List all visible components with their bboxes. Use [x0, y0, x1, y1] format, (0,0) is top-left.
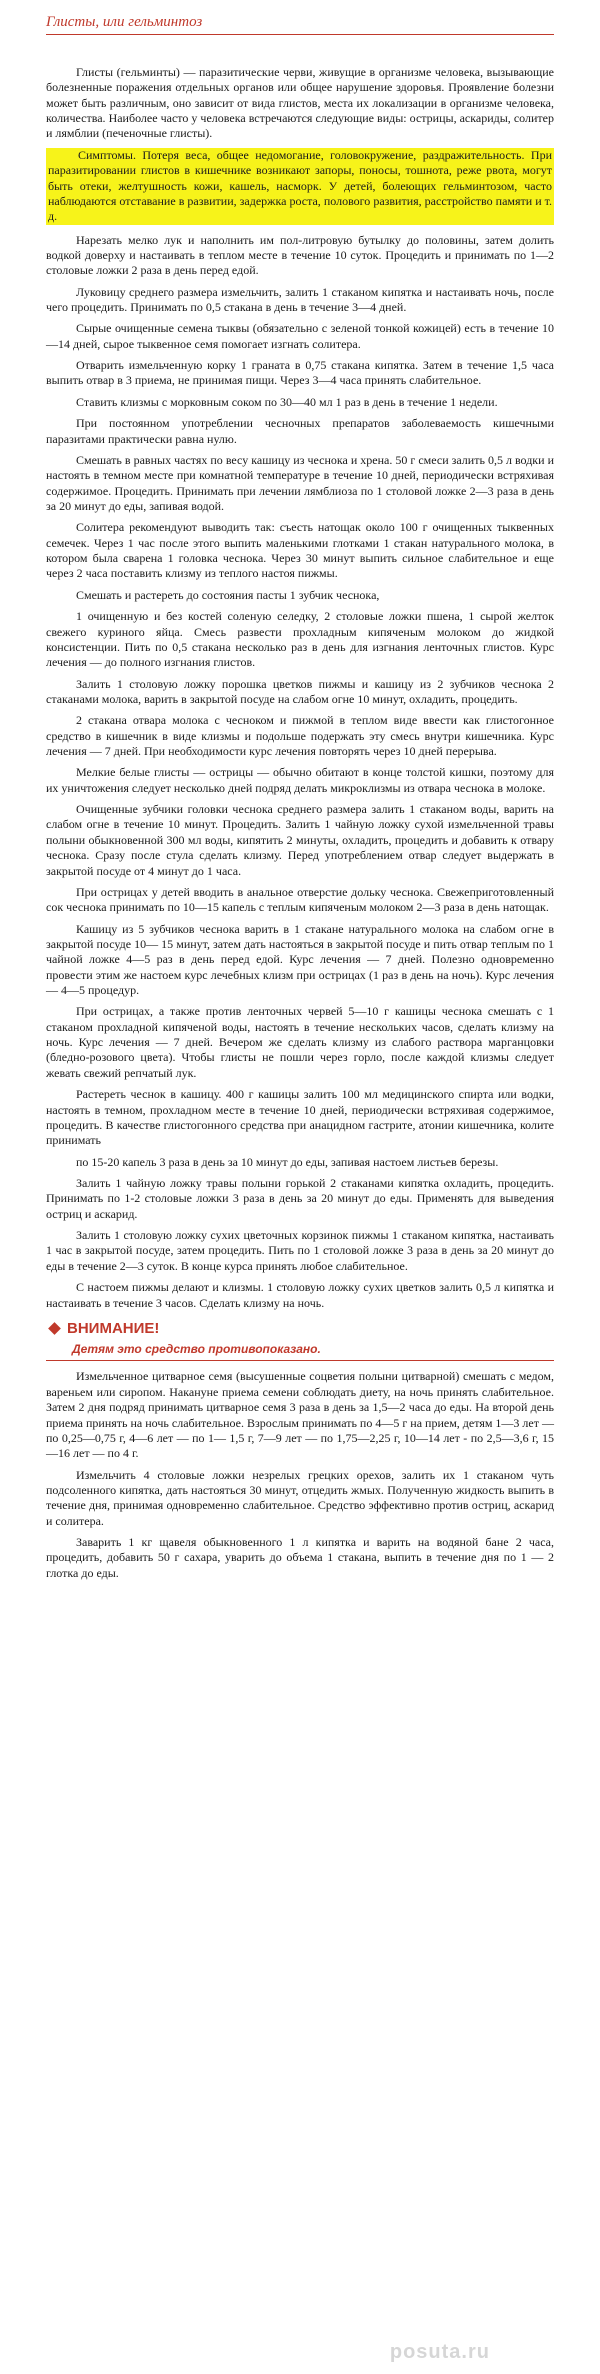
watermark: posuta.ru	[389, 2341, 490, 2363]
remedy-paragraph: Измельчить 4 столовые ложки незрелых грецких орехов, залить их 1 стаканом чуть подсоленного кипятка, дать настояться 30 минут, отцедить жмых. Полученную жидкость выпить в течение дня, принимая одновременно слабительное. Средство эффективно против остриц, аскарид и солитера.	[46, 1467, 554, 1528]
remedy-paragraph: Ставить клизмы с морковным соком по 30—40 мл 1 раз в день в течение 1 недели.	[76, 394, 498, 409]
remedy-paragraph: Залить 1 столовую ложку порошка цветков пижмы и кашицу из 2 зубчиков чеснока 2 стаканами молока, варить в закрытой посуде на слабом огне 10 минут, охладить, процедить.	[46, 676, 554, 706]
remedy-paragraph: Сырые очищенные семена тыквы (обязательно с зеленой тонкой кожицей) есть в течение 10—14 дней, сырое тыквенное семя помогает изгнать солитера.	[46, 321, 554, 351]
remedy-paragraph: 2 стакана отвара молока с чесноком и пижмой в теплом виде ввести как глистогонное средство в кишечник в виде клизмы и подольше подержать эту смесь внутри кишечника. Курс лечения — 7 дней. При необходимости курс лечения повторять через 10 дней перерыва.	[46, 713, 554, 759]
remedy-paragraph: Залить 1 чайную ложку травы полыни горькой 2 стаканами кипятка охладить, процедить. Принимать по 1-2 столовые ложки 3 раза в день за 20 минут до еды. Применять для выведения остриц и аскарид.	[46, 1176, 554, 1221]
warning-heading	[46, 1319, 554, 1340]
remedy-paragraph: Мелкие белые глисты — острицы — обычно обитают в конце толстой кишки, поэтому для их уничтожения следует несколько дней подряд делать микроклизмы из отвара чеснока в молоке.	[46, 765, 554, 795]
article-header-title: Глисты, или гельминтоз	[46, 14, 554, 35]
remedy-paragraph: При острицах у детей вводить в анальное отверстие дольку чеснока. Свежеприготовленный сок чеснока принимать по 10—15 капель с теплым кипяченым молоком 2—3 раза в день натощак.	[46, 884, 554, 915]
warning-block	[46, 1319, 554, 1362]
remedy-paragraph: 1 очищенную и без костей соленую селедку, 2 столовые ложки пшена, 1 сырой желток свежего куриного яйца. Смесь развести прохладным кипяченым молоком до жидкой консистенции. Пить по 0,5 стакана несколько раз в день для изгнания ленточных глистов. Курс лечения — до полного изгнания глистов.	[46, 609, 554, 670]
remedy-paragraph: Отварить измельченную корку 1 граната в 0,75 стакана кипятка. Затем в течение 1,5 часа выпить отвар в 3 приема, не принимая пищи. Через 3—4 часа принять слабительное.	[46, 358, 554, 388]
remedies-after-warning-list	[46, 1369, 554, 1581]
warning-diamond-icon	[48, 1322, 61, 1335]
warning-note: Детям это средство противопоказано.	[46, 1340, 554, 1361]
remedy-paragraph: С настоем пижмы делают и клизмы. 1 столовую ложку сухих цветков залить 0,5 л кипятка и настаивать в течение 3 часов. Сделать клизму на ночь.	[46, 1280, 554, 1310]
remedy-paragraph: Заварить 1 кг щавеля обыкновенного 1 л кипятка и варить на водяной бане 2 часа, процедить, добавить 50 г сахара, уварить до объема 1 стакана, выпить в течение дня по 1 — 2 глотка до еды.	[46, 1535, 554, 1580]
remedy-paragraph: Смешать и растереть до состояния пасты 1 зубчик чеснока,	[76, 587, 380, 602]
remedies-list	[46, 233, 554, 1311]
remedy-paragraph: При острицах, а также против ленточных червей 5—10 г кашицы чеснока смешать с 1 стаканом прохладной кипяченой воды, настоять в течение нескольких часов, сделать клизму на ночь. Курс лечения — 7 дней. Вечером же сделать клизму из слабого раствора марганцовки (бледно-розового цвета). Чтобы глисты не пошли через горло, после каждой клизмы следует жевать свежий репчатый лук.	[46, 1004, 554, 1080]
warning-heading-text: ВНИМАНИЕ!	[67, 1319, 160, 1337]
remedy-paragraph: по 15-20 капель 3 раза в день за 10 минут до еды, запивая настоем листьев березы.	[76, 1154, 499, 1169]
remedy-paragraph: Луковицу среднего размера измельчить, залить 1 стаканом кипятка и настаивать ночь, после чего процедить. Принимать по 0,5 стакана в день в течение 3—4 дней.	[46, 284, 554, 315]
remedy-paragraph: Нарезать мелко лук и наполнить им пол-литровую бутылку до половины, затем долить водкой доверху и настаивать в теплом месте в течение 10 суток. Процедить и принимать по 1—2 столовые ложки 2 раза в день перед едой.	[46, 232, 554, 278]
remedy-paragraph: При постоянном употреблении чесночных препаратов заболеваемость кишечными паразитами практически равна нулю.	[46, 416, 554, 446]
remedy-paragraph: Очищенные зубчики головки чеснока среднего размера залить 1 стаканом воды, варить на слабом огне в течение 10 минут. Процедить. Залить 1 чайную ложку сухой измельченной травы полыни обыкновенной 300 мл воды, кипятить 2 минуты, охладить, процедить и добавить к отвару чеснока. Сразу после стула сделать клизму. Перед употреблением отвар следует выдержать в закрытой посуде от 4 минут до 1 часа.	[46, 802, 554, 878]
remedy-paragraph: Залить 1 столовую ложку сухих цветочных корзинок пижмы 1 стаканом кипятка, настаивать 1 час в закрытой посуде, затем процедить. Пить по 1 столовой ложке 3 раза в день за 20 минут до еды в течение 2—3 суток. В конце курса принять любое слабительное.	[46, 1228, 554, 1273]
remedy-paragraph: Солитера рекомендуют выводить так: съесть натощак около 100 г очищенных тыквенных семечек. Через 1 час после этого выпить маленькими глотками 1 стакан натурального молока, в котором была сварена 1 головка чеснока. Через 30 минут выпить сильное слабительное и еще через 2 часа поставить клизму из теплого настоя пижмы.	[46, 520, 554, 581]
remedy-paragraph: Измельченное цитварное семя (высушенные соцветия полыни цитварной) смешать с медом, вареньем или сиропом. Накануне приема семени соблюдать диету, на ночь принять слабительное. Затем 2 дня подряд принимать цитварное семя 3 раза в день за 1,5—2 часа до еды. На второй день приема принять на ночь слабительное. Взрослым принимать по 4—5 г на прием, детям 1—3 лет — по 0,25—0,75 г, 4—6 лет — по 1— 1,5 г, 7—9 лет — по 1,75—2,25 г, 10—14 лет - по 2,5—3,6 г, 15—16 лет — по 4 г.	[46, 1369, 554, 1461]
symptoms-paragraph: Симптомы. Потеря веса, общее недомогание, головокружение, раздражительность. При паразитировании глистов в кишечнике возникают запоры, поносы, тошнота, реже рвота, могут быть отеки, желтушность кожи, кашель, насморк. У детей, болеющих гельминтозом, часто наблюдаются отставание в развитии, задержка роста, полового развития, расстройство памяти и т. д.	[48, 147, 552, 224]
intro-paragraph: Глисты (гельминты) — паразитические черви, живущие в организме человека, вызывающие болезненные поражения отдельных органов или общее нарушение здоровья. Проявление болезни может быть различным, оно зависит от вида глистов, места их локализации в организме человека, количества. Наиболее часто у человека встречаются следующие виды: острицы, аскариды, солитер и лямблии (печеночные глисты).	[46, 65, 554, 141]
symptoms-highlight-block	[46, 148, 554, 225]
remedy-paragraph: Растереть чеснок в кашицу. 400 г кашицы залить 100 мл медицинского спирта или водки, настоять в темном, прохладном месте в течение 10 дней, периодически встряхивая содержимое, процедить. В качестве глистогонного средства при анацидном гастрите, атонии кишечника, колите принимать	[46, 1087, 554, 1148]
remedy-paragraph: Смешать в равных частях по весу кашицу из чеснока и хрена. 50 г смеси залить 0,5 л водки и настоять в темном месте при комнатной температуре в течение 10 дней, периодически встряхивая содержимое. Процедить. Принимать при лечении лямблиоза по 1 столовой ложке 2—3 раза в день за 20 минут до еды, запивая водой.	[46, 452, 554, 513]
article-body	[46, 65, 554, 1581]
remedy-paragraph: Кашицу из 5 зубчиков чеснока варить в 1 стакане натурального молока на слабом огне в закрытой посуде 10— 15 минут, затем дать настояться в закрытой посуде и пить отвар теплым по 1 чайной ложке 4—5 раз в день перед едой. Курс лечения — 7 дней. Полезно одновременно провести этим же настоем курс лечебных клизм при острицах (1 раз в день на ночь). Курс лечения — 4—5 процедур.	[46, 921, 554, 998]
